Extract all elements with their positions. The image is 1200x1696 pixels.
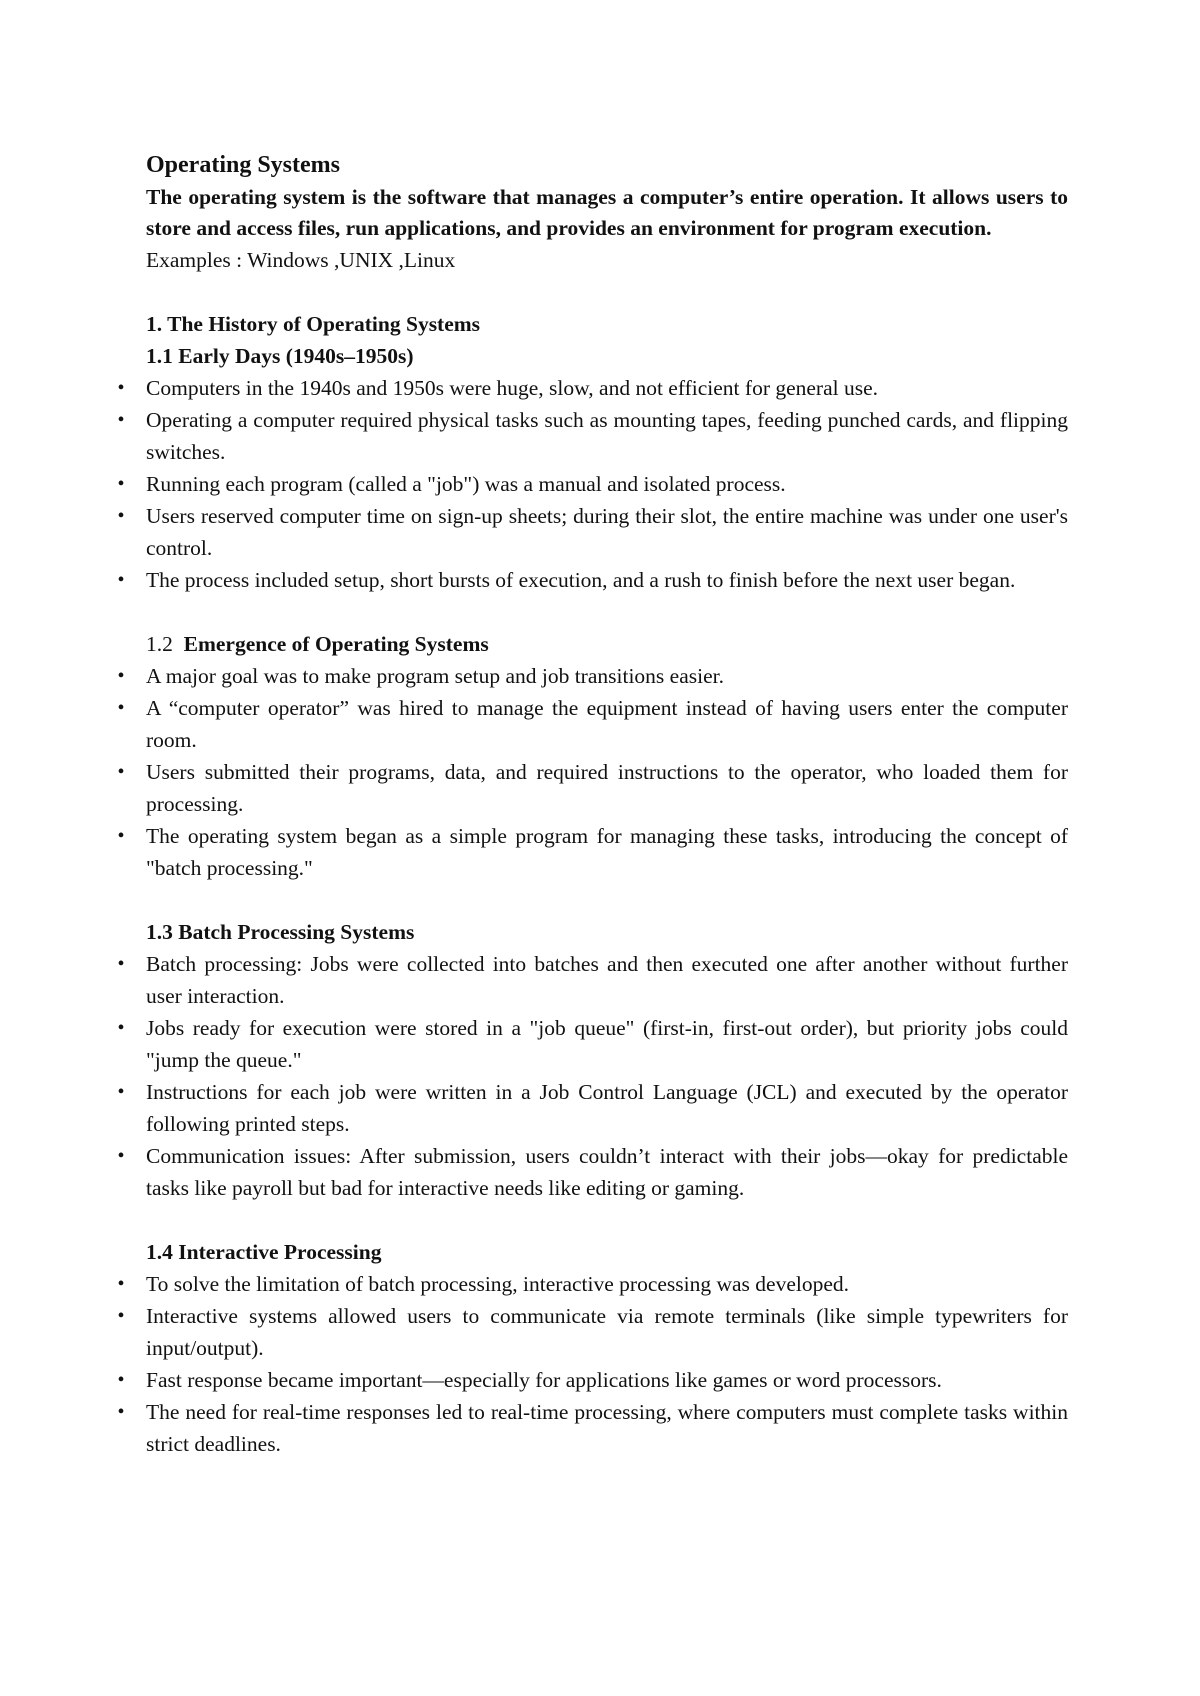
bullet-icon: •	[117, 377, 125, 399]
subsection-heading-interactive: 1.4 Interactive Processing	[146, 1240, 382, 1264]
list-item	[117, 1012, 1068, 1076]
list-item	[117, 1140, 1068, 1204]
list-item-text: Computers in the 1940s and 1950s were huge, slow, and not efficient for general use.	[146, 376, 879, 400]
list-item	[117, 372, 1068, 404]
bullet-icon: •	[117, 1145, 125, 1167]
bullet-icon: •	[117, 953, 125, 975]
list-item-text: Communication issues: After submission, users couldn’t interact with their jobs—okay for predictable tasks like payroll but bad for interactive needs like editing or gaming.	[146, 1144, 1068, 1200]
bullet-icon: •	[117, 1369, 125, 1391]
list-item-text: Users submitted their programs, data, and required instructions to the operator, who loaded them for processing.	[146, 760, 1068, 816]
subsection-heading-batch: 1.3 Batch Processing Systems	[146, 920, 415, 944]
document-title: Operating Systems	[146, 152, 340, 178]
section-history	[117, 308, 1068, 596]
list-item-text: A major goal was to make program setup and job transitions easier.	[146, 664, 724, 688]
list-emergence	[117, 660, 1068, 884]
bullet-icon: •	[117, 505, 125, 527]
list-item-text: The operating system began as a simple program for managing these tasks, introducing the concept of "batch processing."	[146, 824, 1068, 880]
bullet-icon: •	[117, 697, 125, 719]
list-item-text: To solve the limitation of batch processing, interactive processing was developed.	[146, 1272, 850, 1296]
list-item	[117, 468, 1068, 500]
list-batch	[117, 948, 1068, 1204]
intro-paragraph: The operating system is the software that manages a computer’s entire operation. It allows users to store and access files, run applications, and provides an environment for program execution.	[146, 185, 1068, 240]
list-item	[117, 692, 1068, 756]
list-item	[117, 564, 1068, 596]
bullet-icon: •	[117, 761, 125, 783]
list-item-text: Batch processing: Jobs were collected into batches and then executed one after another without further user interaction.	[146, 952, 1068, 1008]
bullet-icon: •	[117, 473, 125, 495]
document-page	[117, 148, 1068, 1460]
list-item	[117, 500, 1068, 564]
list-early-days	[117, 372, 1068, 596]
bullet-icon: •	[117, 569, 125, 591]
list-item	[117, 404, 1068, 468]
bullet-icon: •	[117, 1305, 125, 1327]
list-item-text: Interactive systems allowed users to communicate via remote terminals (like simple typewriters for input/output).	[146, 1304, 1068, 1360]
subsection-heading-emergence	[146, 628, 1068, 660]
list-item-text: The process included setup, short bursts of execution, and a rush to finish before the next user began.	[146, 568, 1016, 592]
bullet-icon: •	[117, 825, 125, 847]
list-item-text: The need for real-time responses led to real-time processing, where computers must complete tasks within strict deadlines.	[146, 1400, 1068, 1456]
bullet-icon: •	[117, 1017, 125, 1039]
section-batch	[117, 916, 1068, 1204]
subsection-title: Emergence of Operating Systems	[183, 632, 489, 656]
section-interactive	[117, 1236, 1068, 1460]
section-emergence	[117, 628, 1068, 884]
bullet-icon: •	[117, 1273, 125, 1295]
bullet-icon: •	[117, 1401, 125, 1423]
bullet-icon: •	[117, 665, 125, 687]
list-item-text: Running each program (called a "job") was a manual and isolated process.	[146, 472, 786, 496]
list-item	[117, 820, 1068, 884]
list-item-text: A “computer operator” was hired to manage the equipment instead of having users enter the computer room.	[146, 696, 1068, 752]
list-item	[117, 1364, 1068, 1396]
list-item	[117, 1268, 1068, 1300]
list-item-text: Instructions for each job were written in a Job Control Language (JCL) and executed by the operator following printed steps.	[146, 1080, 1068, 1136]
list-item-text: Fast response became important—especially for applications like games or word processors.	[146, 1368, 942, 1392]
examples-line: Examples : Windows ,UNIX ,Linux	[146, 248, 456, 272]
subsection-number: 1.2	[146, 632, 173, 656]
list-item	[117, 948, 1068, 1012]
list-item	[117, 1396, 1068, 1460]
list-item-text: Operating a computer required physical tasks such as mounting tapes, feeding punched cards, and flipping switches.	[146, 408, 1068, 464]
bullet-icon: •	[117, 409, 125, 431]
list-item	[117, 1300, 1068, 1364]
list-item	[117, 660, 1068, 692]
list-item	[117, 756, 1068, 820]
section-heading: 1. The History of Operating Systems	[146, 312, 481, 336]
list-item-text: Users reserved computer time on sign-up sheets; during their slot, the entire machine was under one user's control.	[146, 504, 1068, 560]
list-item	[117, 1076, 1068, 1140]
list-item-text: Jobs ready for execution were stored in a "job queue" (first-in, first-out order), but priority jobs could "jump the queue."	[146, 1016, 1068, 1072]
subsection-heading-early-days: 1.1 Early Days (1940s–1950s)	[146, 344, 414, 368]
bullet-icon: •	[117, 1081, 125, 1103]
list-interactive	[117, 1268, 1068, 1460]
